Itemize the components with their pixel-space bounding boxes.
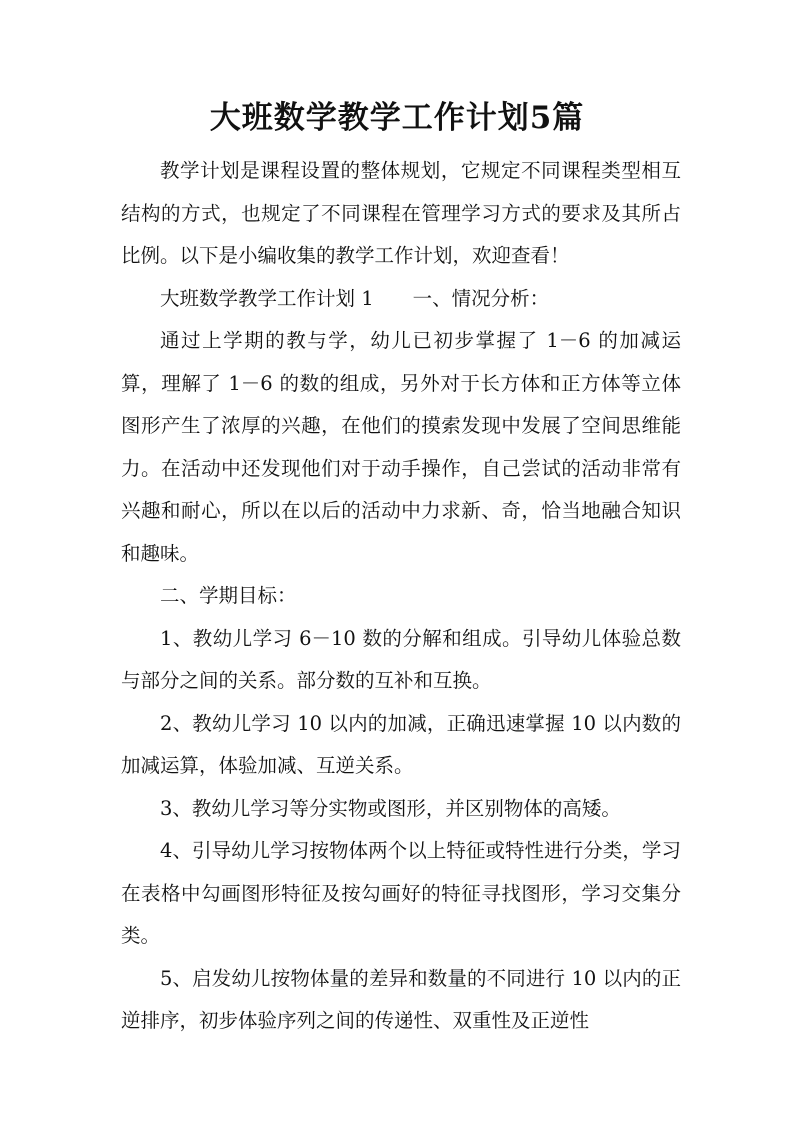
semester-goals-heading: 二、学期目标： xyxy=(160,584,297,607)
intro-paragraph: 教学计划是课程设置的整体规划，它规定不同课程类型相互结构的方式，也规定了不同课程在管理学习方式的要求及其所占比例。以下是小编收集的教学工作计划，欢迎查看！ xyxy=(121,159,681,267)
situation-analysis-paragraph: 通过上学期的教与学，幼儿已初步掌握了 1－6 的加减运算，理解了 1－6 的数的组成，另外对于长方体和正方体等立体图形产生了浓厚的兴趣，在他们的摸索发现中发展了空间思维能力。在活动中还发现他们对于动手操作，自己尝试的活动非常有兴趣和耐心，所以在以后的活动中力求新、奇，恰当地融合知识和趣味。 xyxy=(121,329,681,565)
plan-heading-paragraph: 大班数学教学工作计划 1 一、情况分析： xyxy=(160,286,550,310)
goal-item-1: 1、教幼儿学习 6－10 数的分解和组成。引导幼儿体验总数与部分之间的关系。部分数的互补和互换。 xyxy=(121,626,681,692)
goal-item-2: 2、教幼儿学习 10 以内的加减，正确迅速掌握 10 以内数的加减运算，体验加减、互逆关系。 xyxy=(121,711,681,777)
document-body xyxy=(121,150,681,1043)
document-title: 大班数学教学工作计划5篇 xyxy=(209,100,585,136)
goal-item-5: 5、启发幼儿按物体量的差异和数量的不同进行 10 以内的正逆排序，初步体验序列之间的传递性、双重性及正逆性 xyxy=(121,966,681,1032)
goal-item-3: 3、教幼儿学习等分实物或图形，并区别物体的高矮。 xyxy=(160,796,621,820)
goal-item-4: 4、引导幼儿学习按物体两个以上特征或特性进行分类，学习在表格中勾画图形特征及按勾画好的特征寻找图形，学习交集分类。 xyxy=(121,839,681,947)
